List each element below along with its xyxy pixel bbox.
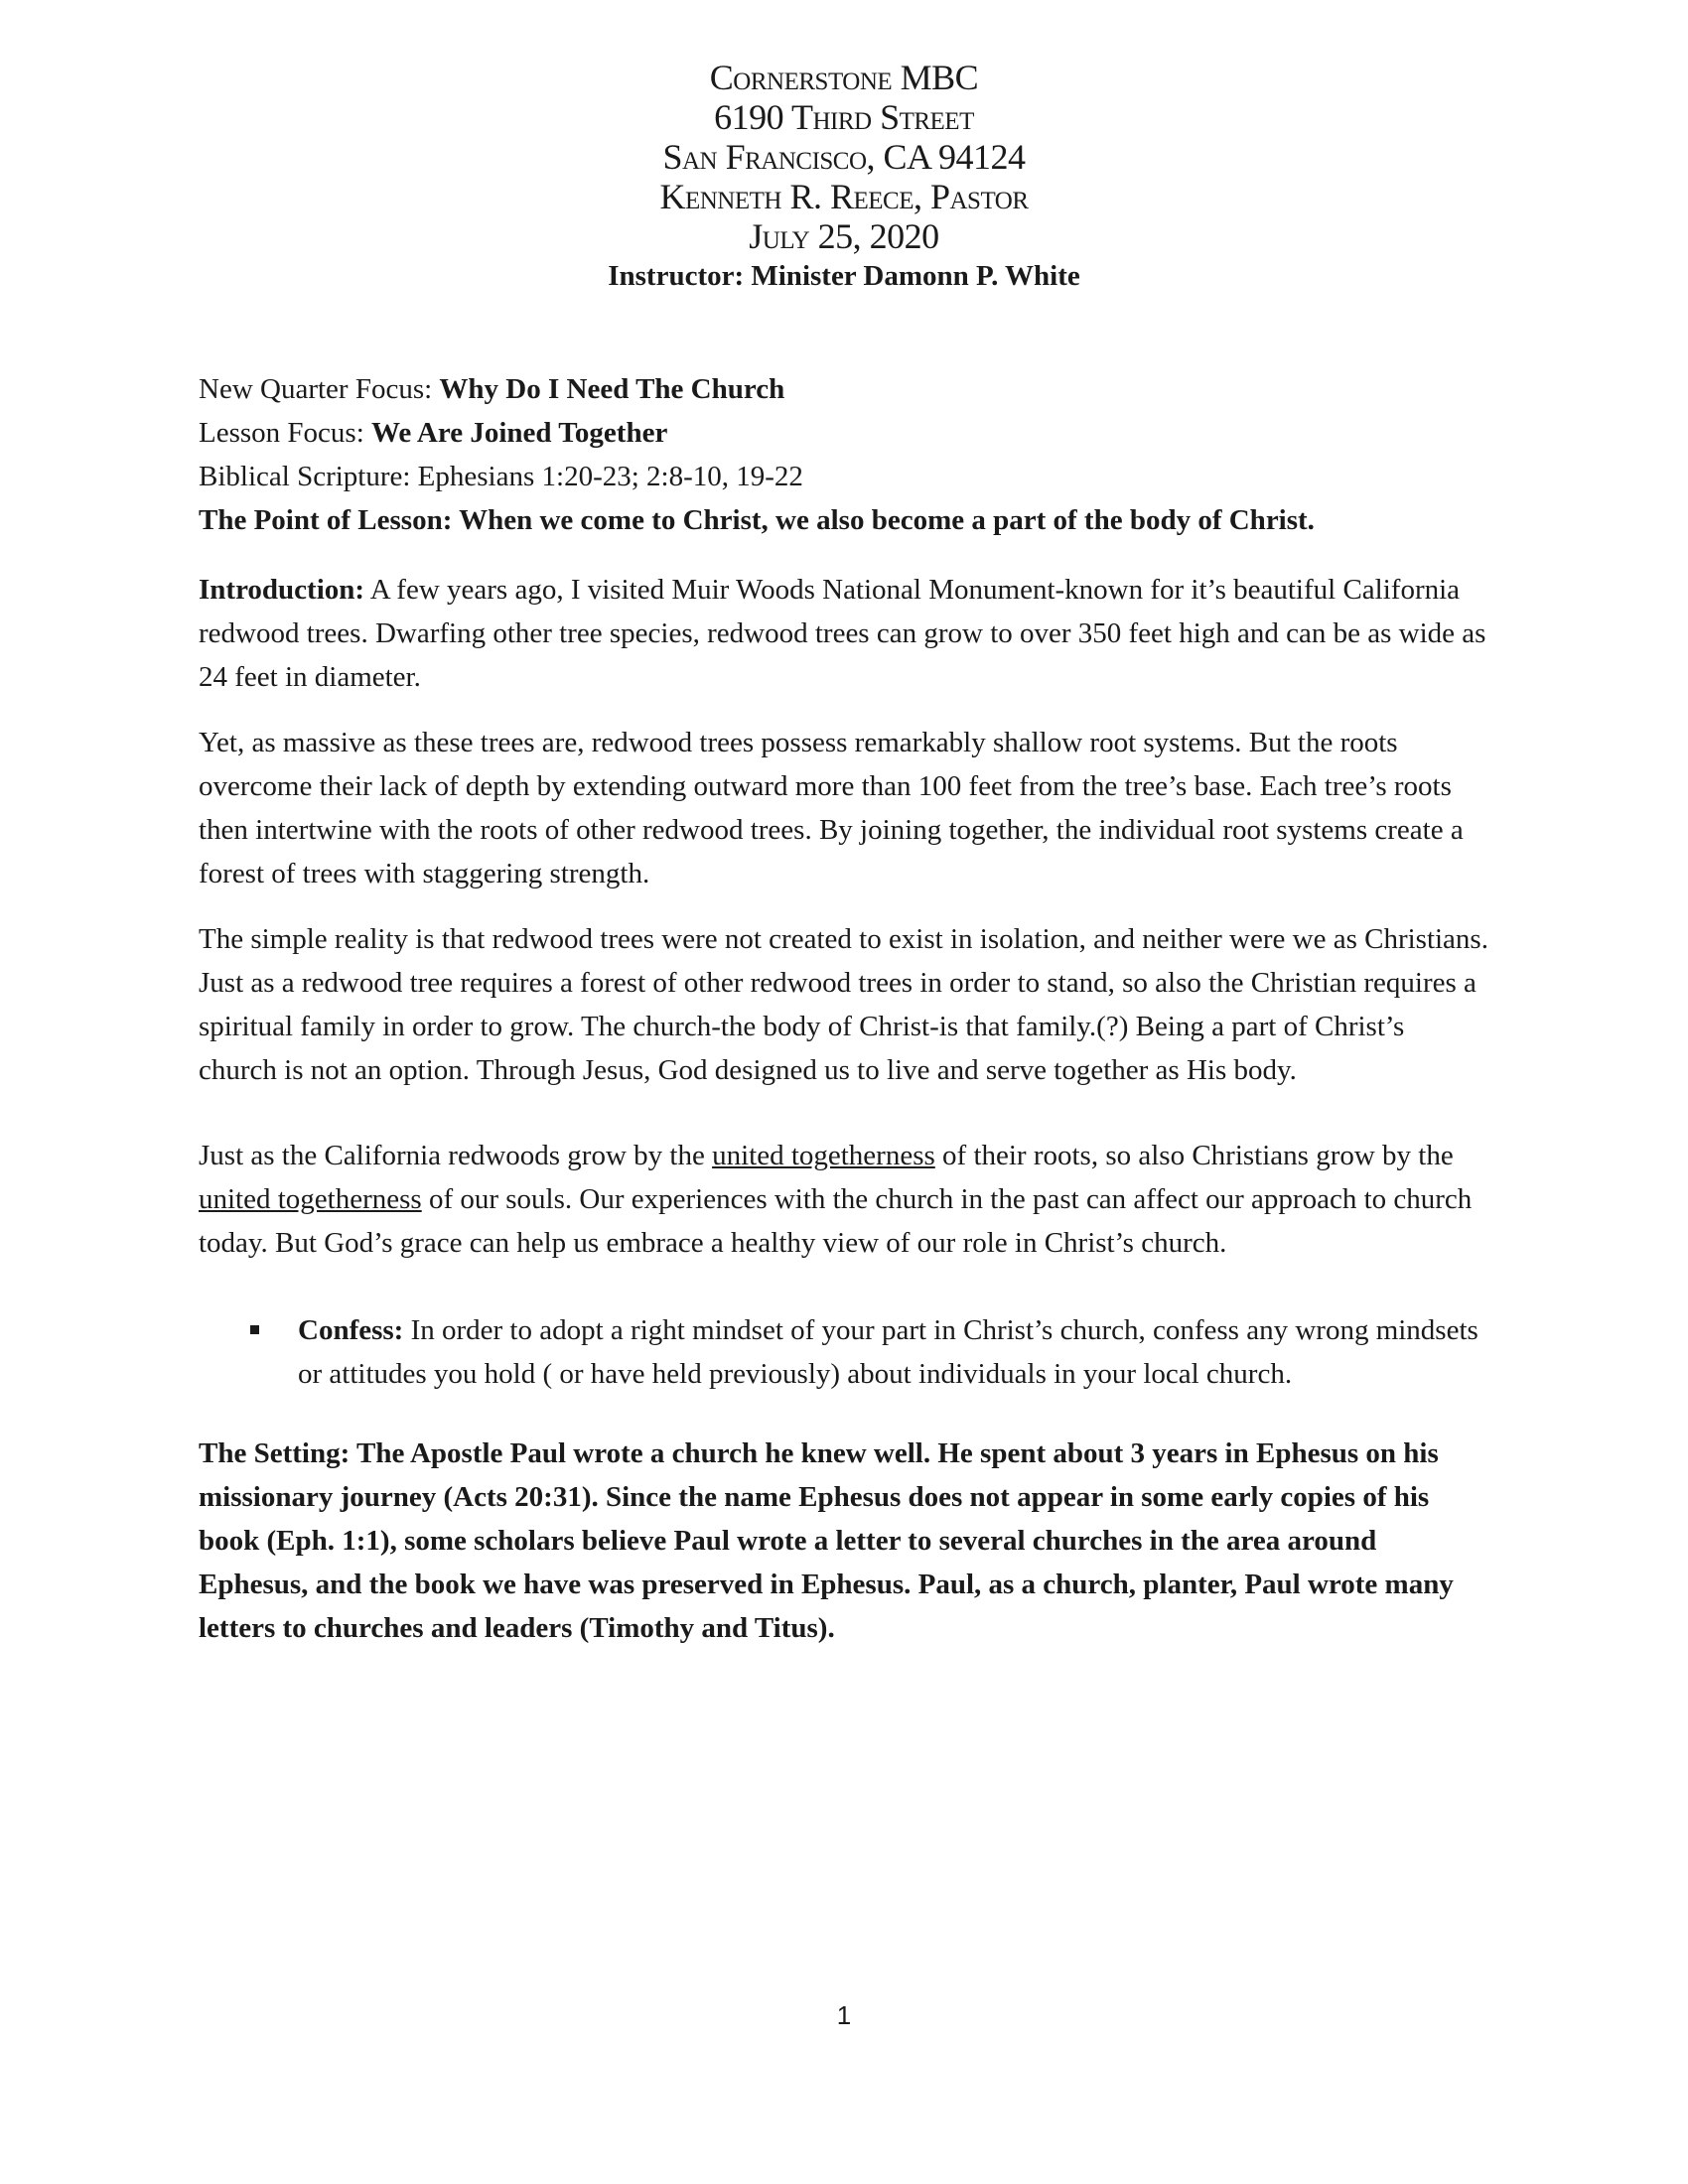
togetherness-paragraph xyxy=(199,1134,1489,1265)
instructor-line: Instructor: Minister Damonn P. White xyxy=(608,260,1080,292)
point-of-lesson: The Point of Lesson: When we come to Christ, we also become a part of the body of Christ. xyxy=(199,504,1315,536)
lesson-body xyxy=(199,367,1489,1650)
pastor-name: Kenneth R. Reece, Pastor xyxy=(659,177,1029,216)
scripture-line: Biblical Scripture: Ephesians 1:20-23; 2:8-10, 19-22 xyxy=(199,461,803,492)
introduction-text: A few years ago, I visited Muir Woods National Monument-known for it’s beautiful California redwood trees. Dwarfing other tree species, redwood trees can grow to over 350 feet high and can be as wide as 24 feet in diameter. xyxy=(199,574,1486,693)
lesson-focus-label: Lesson Focus: xyxy=(199,417,371,449)
lesson-date: July 25, 2020 xyxy=(749,216,939,256)
togetherness-text-b: of their roots, so also Christians grow by the xyxy=(934,1140,1454,1171)
setting-paragraph: The Setting: The Apostle Paul wrote a church he knew well. He spent about 3 years in Ephesus on his missionary journey (Acts 20:31). Since the name Ephesus does not appear in some early copies of his book (Eph. 1:1), some scholars believe Paul wrote a letter to several churches in the area around Ephesus, and the book we have was preserved in Ephesus. Paul, as a church, planter, Paul wrote many letters to churches and leaders (Timothy and Titus). xyxy=(199,1437,1454,1644)
introduction-paragraph xyxy=(199,568,1489,699)
quarter-focus-value: Why Do I Need The Church xyxy=(439,373,785,405)
church-name: Cornerstone MBC xyxy=(709,58,979,97)
street-address: 6190 Third Street xyxy=(714,97,974,137)
isolation-paragraph: The simple reality is that redwood trees were not created to exist in isolation, and neither were we as Christians. Just as a redwood tree requires a forest of other redwood trees in order to stand, so also the Christian requires a spiritual family in order to grow. The church-the body of Christ-is that family.(?) Being a part of Christ’s church is not an option. Through Jesus, God designed us to live and serve together as His body. xyxy=(199,923,1488,1086)
togetherness-text-a: Just as the California redwoods grow by the xyxy=(199,1140,713,1171)
underlined-phrase: united togetherness xyxy=(712,1140,935,1171)
confess-label: Confess: xyxy=(298,1314,404,1346)
lesson-focus-line xyxy=(199,411,1489,455)
confess-bullet xyxy=(199,1308,1489,1396)
lesson-focus-value: We Are Joined Together xyxy=(371,417,668,449)
page-number: 1 xyxy=(836,2000,852,2030)
quarter-focus-label: New Quarter Focus: xyxy=(199,373,440,405)
letterhead xyxy=(0,58,1688,296)
introduction-label: Introduction: xyxy=(199,574,365,606)
square-bullet-icon xyxy=(250,1325,259,1334)
roots-paragraph: Yet, as massive as these trees are, redwood trees possess remarkably shallow root systems. But the roots overcome their lack of depth by extending outward more than 100 feet from the tree’s base. Each tree’s roots then intertwine with the roots of other redwood trees. By joining together, the individual root systems create a forest of trees with staggering strength. xyxy=(199,727,1464,889)
quarter-focus-line xyxy=(199,367,1489,411)
city-state-zip: San Francisco, CA 94124 xyxy=(662,137,1026,177)
confess-text: In order to adopt a right mindset of your part in Christ’s church, confess any wrong mindsets or attitudes you hold ( or have held previously) about individuals in your local church. xyxy=(298,1314,1478,1390)
togetherness-text-c: of our souls. Our experiences with the church in the past can affect our approach to church today. But God’s grace can help us embrace a healthy view of our role in Christ’s church. xyxy=(199,1183,1473,1259)
underlined-phrase: united togetherness xyxy=(199,1183,422,1215)
